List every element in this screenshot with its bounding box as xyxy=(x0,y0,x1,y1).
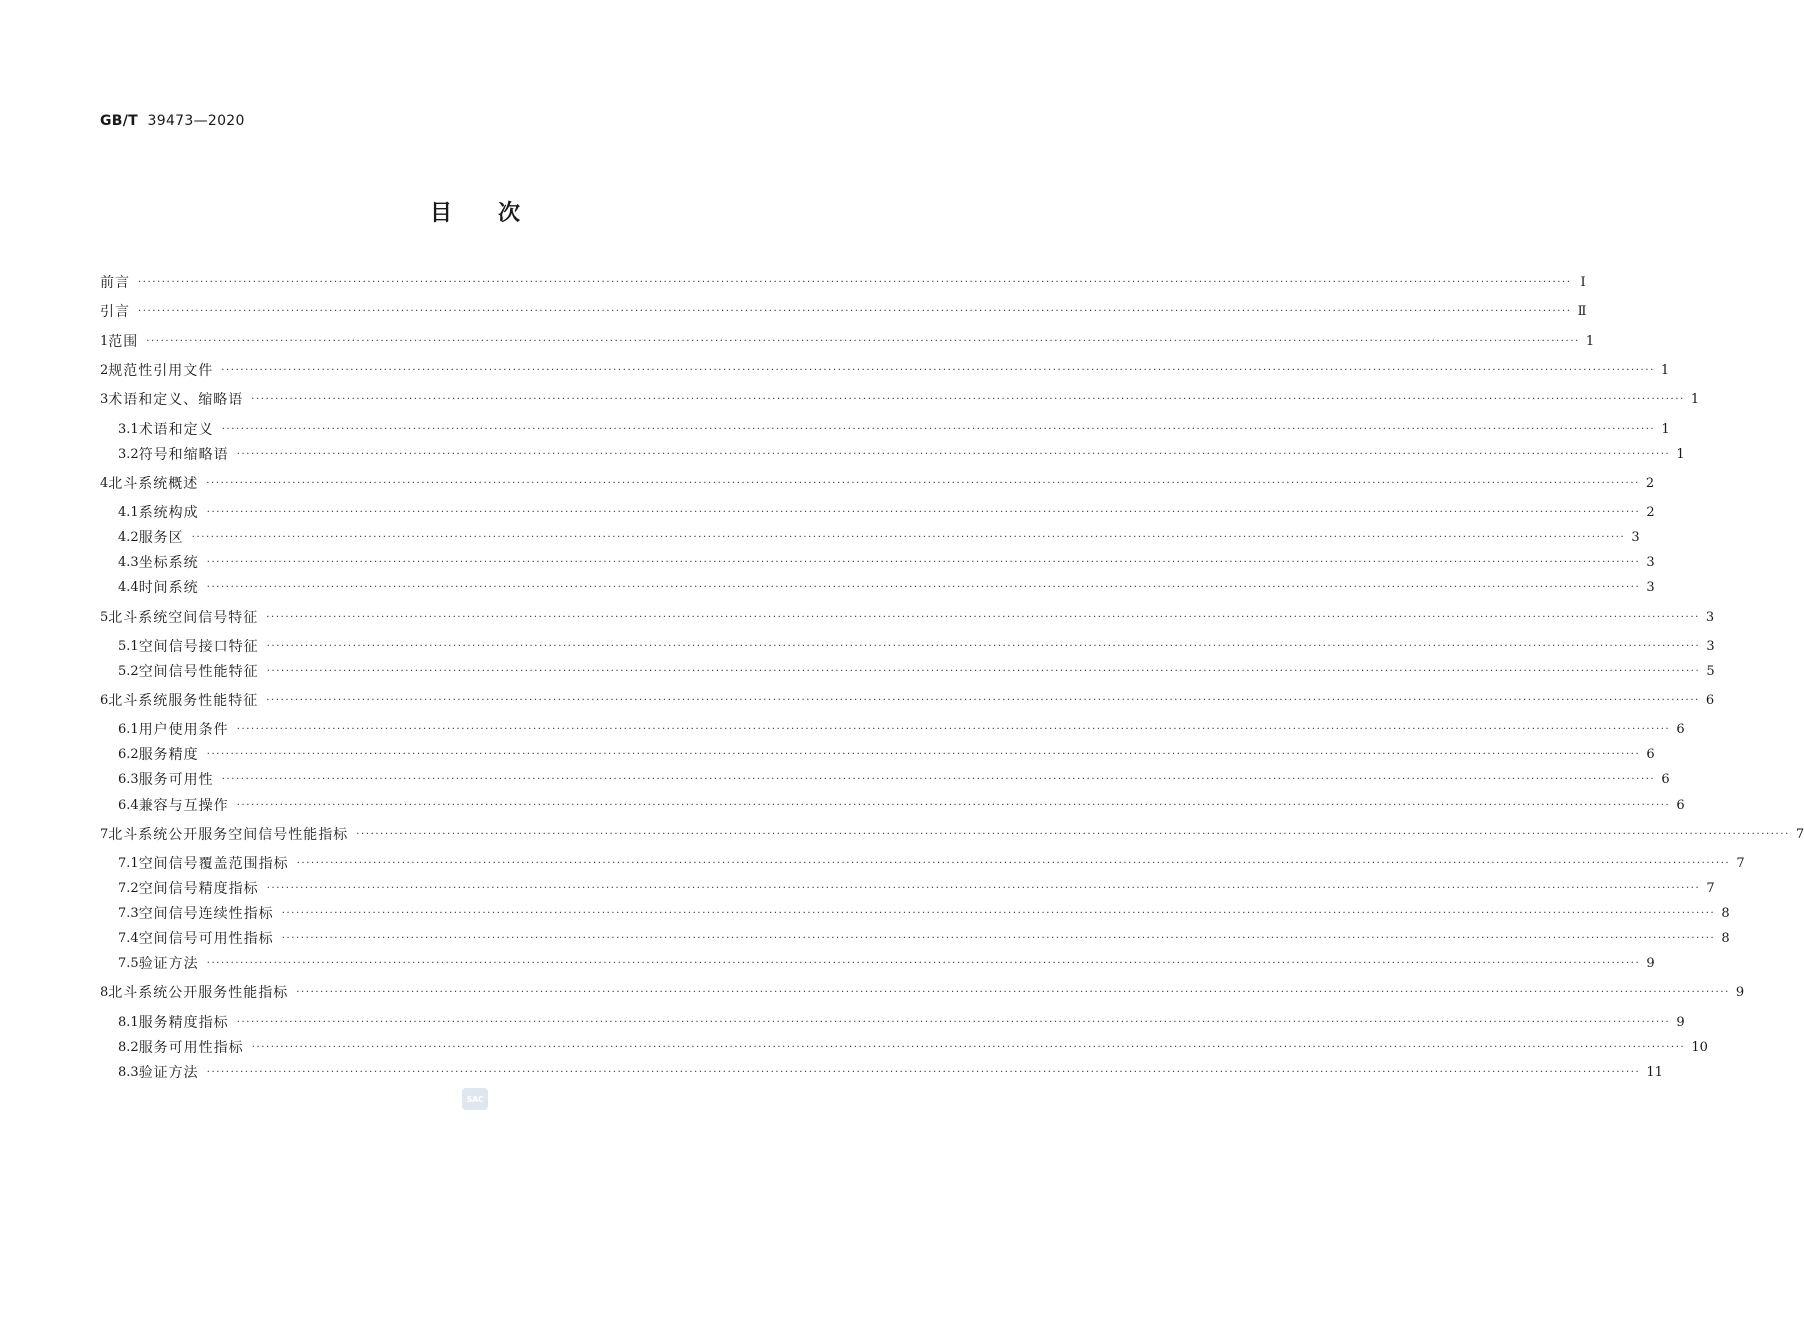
toc-entry-number: 4.3 xyxy=(118,555,139,570)
toc-entry-page: 7 xyxy=(1706,881,1715,896)
toc-leader-dots: ············································································································································································································································································································ xyxy=(236,449,1671,460)
toc-entry-label: 北斗系统概述 xyxy=(108,476,199,492)
toc-entry-label: 服务可用性 xyxy=(138,772,214,788)
toc-entry-number: 8 xyxy=(100,985,109,1000)
toc-entry[interactable] xyxy=(118,1037,1708,1059)
toc-entry-number: 5.1 xyxy=(118,639,139,654)
toc-entry-page: 9 xyxy=(1676,1015,1685,1030)
toc-entry-number: 6.1 xyxy=(118,722,139,737)
toc-entry-number: 2 xyxy=(100,363,109,378)
toc-entry[interactable] xyxy=(118,661,1715,683)
toc-entry-label: 前言 xyxy=(100,275,130,291)
toc-leader-dots: ············································································································································································································································································································ xyxy=(221,424,1656,435)
toc-entry[interactable] xyxy=(118,928,1730,950)
toc-entry-page: 3 xyxy=(1706,639,1715,654)
toc-entry-label: 坐标系统 xyxy=(138,555,199,571)
toc-entry-number: 4 xyxy=(100,476,109,491)
toc-entry-label: 用户使用条件 xyxy=(138,722,229,738)
toc-entry[interactable] xyxy=(100,272,1586,294)
toc-entry-number: 6.2 xyxy=(118,747,139,762)
toc-entry[interactable] xyxy=(100,360,1670,382)
toc-entry-label: 服务区 xyxy=(138,530,184,546)
toc-entry-label: 北斗系统服务性能特征 xyxy=(108,693,259,709)
toc-leader-dots: ············································································································································································································································································································ xyxy=(266,883,1701,894)
toc-entry-page: 3 xyxy=(1646,555,1655,570)
toc-entry[interactable] xyxy=(118,769,1670,791)
toc-entry-page: 6 xyxy=(1661,772,1670,787)
toc-entry-label: 空间信号可用性指标 xyxy=(138,931,274,947)
toc-entry-label: 空间信号接口特征 xyxy=(138,639,259,655)
toc-entry-number: 1 xyxy=(100,334,109,349)
toc-entry-page: 9 xyxy=(1646,956,1655,971)
toc-entry[interactable] xyxy=(118,444,1685,466)
toc-entry-page: 6 xyxy=(1646,747,1655,762)
toc-entry-number: 8.2 xyxy=(118,1040,139,1055)
toc-entry-page: 9 xyxy=(1735,985,1745,1000)
toc-entry-label: 空间信号连续性指标 xyxy=(138,906,274,922)
toc-entry-number: 5.2 xyxy=(118,664,139,679)
toc-entry[interactable] xyxy=(118,636,1715,658)
toc-leader-dots: ············································································································································································································································································································ xyxy=(138,277,1572,288)
toc-leader-dots: ············································································································································································································································································································ xyxy=(281,908,1716,919)
toc-entry-page: 11 xyxy=(1646,1065,1663,1080)
toc-entry[interactable] xyxy=(118,795,1685,817)
toc-leader-dots: ············································································································································································································································································································ xyxy=(236,724,1671,735)
toc-leader-dots: ············································································································································································································································································································ xyxy=(138,306,1572,317)
toc-entry-number: 7 xyxy=(100,827,109,842)
toc-entry[interactable] xyxy=(118,903,1730,925)
toc-entry-page: 1 xyxy=(1676,447,1685,462)
toc-entry[interactable] xyxy=(100,389,1700,411)
toc-entry-number: 3.2 xyxy=(118,447,139,462)
toc-entry-label: 北斗系统公开服务空间信号性能指标 xyxy=(108,827,349,843)
standard-code xyxy=(100,113,245,129)
toc-entry[interactable] xyxy=(100,982,1745,1004)
toc-entry[interactable] xyxy=(118,853,1745,875)
toc-entry[interactable] xyxy=(118,419,1670,441)
toc-entry[interactable] xyxy=(118,953,1655,975)
toc-entry-page: Ⅰ xyxy=(1580,275,1586,290)
toc-entry-page: 6 xyxy=(1705,693,1715,708)
toc-entry-number: 5 xyxy=(100,610,109,625)
toc-leader-dots: ············································································································································································································································································································ xyxy=(236,800,1671,811)
toc-entry-label: 符号和缩略语 xyxy=(138,447,229,463)
toc-entry[interactable] xyxy=(100,473,1655,495)
toc-entry-label: 术语和定义 xyxy=(138,422,214,438)
toc-entry-page: Ⅱ xyxy=(1577,304,1587,319)
toc-leader-dots: ············································································································································································································································································································ xyxy=(206,958,1641,969)
toc-leader-dots: ············································································································································································································································································································ xyxy=(191,532,1626,543)
toc-entry-label: 验证方法 xyxy=(138,956,199,972)
sac-watermark-logo: SAC xyxy=(462,1088,488,1110)
toc-entry-page: 7 xyxy=(1736,856,1745,871)
toc-entry-label: 术语和定义、缩略语 xyxy=(108,392,244,408)
toc-entry[interactable] xyxy=(100,331,1595,353)
toc-entry[interactable] xyxy=(118,577,1655,599)
toc-leader-dots: ············································································································································································································································································································ xyxy=(206,1067,1641,1078)
toc-entry[interactable] xyxy=(100,824,1804,846)
toc-entry-label: 北斗系统空间信号特征 xyxy=(108,610,259,626)
toc-entry-label: 引言 xyxy=(100,304,130,320)
toc-entry-label: 验证方法 xyxy=(138,1065,199,1081)
toc-entry-number: 8.1 xyxy=(118,1015,139,1030)
toc-entry-page: 3 xyxy=(1631,530,1640,545)
toc-leader-dots: ············································································································································································································································································································ xyxy=(281,933,1716,944)
toc-entry-number: 7.3 xyxy=(118,906,139,921)
toc-entry[interactable] xyxy=(118,719,1685,741)
toc-entry-label: 规范性引用文件 xyxy=(108,363,214,379)
toc-entry-page: 2 xyxy=(1645,476,1655,491)
toc-leader-dots: ············································································································································································································································································································ xyxy=(296,858,1731,869)
toc-entry-number: 4.2 xyxy=(118,530,139,545)
toc-entry-number: 4.4 xyxy=(118,580,139,595)
toc-leader-dots: ············································································································································································································································································································ xyxy=(206,749,1641,760)
toc-entry-label: 空间信号精度指标 xyxy=(138,881,259,897)
toc-entry-label: 系统构成 xyxy=(138,505,199,521)
toc-leader-dots: ············································································································································································································································································································ xyxy=(236,1017,1671,1028)
toc-leader-dots: ············································································································································································································································································································ xyxy=(146,336,1580,347)
standard-code-number: 39473—2020 xyxy=(147,113,245,129)
toc-entry-page: 8 xyxy=(1721,931,1730,946)
toc-entry-label: 服务精度 xyxy=(138,747,199,763)
toc-entry-page: 3 xyxy=(1705,610,1715,625)
standard-code-prefix: GB/T xyxy=(100,113,139,129)
toc-entry-page: 1 xyxy=(1660,363,1670,378)
toc-leader-dots: ············································································································································································································································································································ xyxy=(251,1042,1686,1053)
toc-entry-page: 6 xyxy=(1676,722,1685,737)
toc-entry-label: 范围 xyxy=(108,334,139,350)
toc-entry-page: 7 xyxy=(1795,827,1804,842)
toc-entry-page: 1 xyxy=(1585,334,1595,349)
toc-leader-dots: ············································································································································································································································································································ xyxy=(221,365,1655,376)
toc-entry-number: 7.5 xyxy=(118,956,139,971)
toc-entry-number: 7.1 xyxy=(118,856,139,871)
toc-entry-page: 2 xyxy=(1646,505,1655,520)
toc-entry[interactable] xyxy=(118,878,1715,900)
toc-entry-page: 6 xyxy=(1676,798,1685,813)
toc-leader-dots: ············································································································································································································································································································ xyxy=(266,695,1700,706)
toc-entry[interactable] xyxy=(118,552,1655,574)
toc-leader-dots: ············································································································································································································································································································ xyxy=(266,641,1701,652)
toc-entry[interactable] xyxy=(100,607,1715,629)
toc-entry-number: 6.3 xyxy=(118,772,139,787)
toc-leader-dots: ············································································································································································································································································································ xyxy=(221,774,1656,785)
toc-entry-page: 10 xyxy=(1691,1040,1708,1055)
toc-entry-page: 1 xyxy=(1661,422,1670,437)
toc-leader-dots: ············································································································································································································································································································ xyxy=(251,394,1685,405)
toc-entry-label: 空间信号覆盖范围指标 xyxy=(138,856,289,872)
toc-leader-dots: ············································································································································································································································································································ xyxy=(356,829,1790,840)
toc-leader-dots: ············································································································································································································································································································ xyxy=(206,507,1641,518)
toc-entry-page: 5 xyxy=(1706,664,1715,679)
toc-leader-dots: ············································································································································································································································································································ xyxy=(296,987,1730,998)
toc-leader-dots: ············································································································································································································································································································ xyxy=(266,666,1701,677)
page-title: 目次 xyxy=(429,201,566,226)
toc-entry-page: 3 xyxy=(1646,580,1655,595)
toc-entry-number: 8.3 xyxy=(118,1065,139,1080)
toc-entry-number: 6 xyxy=(100,693,109,708)
toc-leader-dots: ············································································································································································································································································································ xyxy=(206,478,1640,489)
toc-entry-number: 7.2 xyxy=(118,881,139,896)
toc-entry-number: 4.1 xyxy=(118,505,139,520)
toc-entry[interactable] xyxy=(118,527,1640,549)
toc-leader-dots: ············································································································································································································································································································ xyxy=(266,612,1700,623)
toc-entry[interactable] xyxy=(118,1062,1663,1084)
toc-entry-number: 3 xyxy=(100,392,109,407)
toc-entry[interactable] xyxy=(118,1012,1685,1034)
toc-entry[interactable] xyxy=(100,690,1715,712)
toc-entry[interactable] xyxy=(118,744,1655,766)
toc-entry-label: 时间系统 xyxy=(138,580,199,596)
toc-leader-dots: ············································································································································································································································································································ xyxy=(206,557,1641,568)
toc-entry-label: 北斗系统公开服务性能指标 xyxy=(108,985,289,1001)
toc-entry-number: 6.4 xyxy=(118,798,139,813)
toc-entry-page: 8 xyxy=(1721,906,1730,921)
toc-entry-label: 服务可用性指标 xyxy=(138,1040,244,1056)
toc-entry-label: 空间信号性能特征 xyxy=(138,664,259,680)
toc-leader-dots: ············································································································································································································································································································ xyxy=(206,582,1641,593)
toc-entry-label: 兼容与互操作 xyxy=(138,798,229,814)
toc-entry-label: 服务精度指标 xyxy=(138,1015,229,1031)
toc-entry-number: 7.4 xyxy=(118,931,139,946)
toc-entry[interactable] xyxy=(100,301,1587,323)
toc-entry-page: 1 xyxy=(1690,392,1700,407)
toc-entry-number: 3.1 xyxy=(118,422,139,437)
toc-entry[interactable] xyxy=(118,502,1655,524)
